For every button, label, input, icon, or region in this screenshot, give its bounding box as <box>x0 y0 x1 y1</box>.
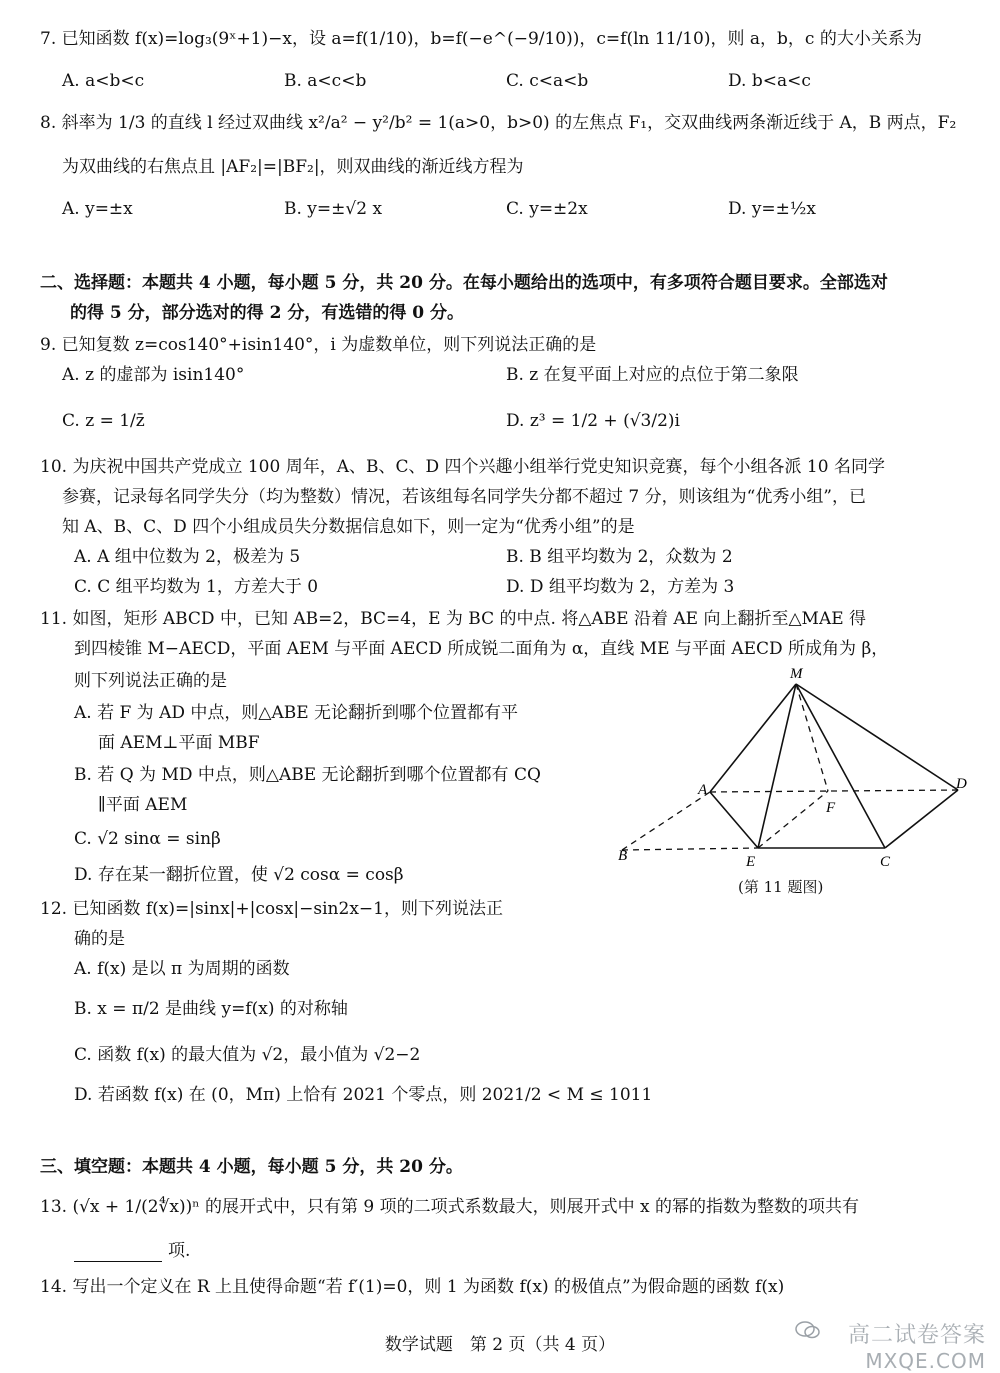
q8-option-c: C. y=±2x <box>506 199 588 219</box>
q12-option-c: C. 函数 f(x) 的最大值为 √2，最小值为 √2−2 <box>74 1045 421 1065</box>
q7-option-a: A. a<b<c <box>62 71 145 91</box>
q9-stem: 9. 已知复数 z=cos140°+isin140°，i 为虚数单位，则下列说法正确的是 <box>40 335 597 355</box>
q8-option-b: B. y=±√2 x <box>284 199 383 219</box>
watermark-url: MXQE.COM <box>865 1349 986 1373</box>
q11-stem-line2: 到四棱锥 M−AECD，平面 AEM 与平面 AECD 所成锐二面角为 α，直线 ME 与平面 AECD 所成角为 β， <box>74 639 889 659</box>
q12-option-b: B. x = π/2 是曲线 y=f(x) 的对称轴 <box>74 999 348 1019</box>
q8-stem-line1: 8. 斜率为 1/3 的直线 l 经过双曲线 x²/a² − y²/b² = 1(a>0，b>0) 的左焦点 F₁，交双曲线两条渐近线于 A，B 两点，F₂ <box>40 113 957 133</box>
q11-option-d: D. 存在某一翻折位置，使 √2 cosα = cosβ <box>74 865 404 885</box>
q10-option-c: C. C 组平均数为 1，方差大于 0 <box>74 577 319 597</box>
q10-option-a: A. A 组中位数为 2，极差为 5 <box>74 547 301 567</box>
vertex-label-m: M <box>790 666 803 682</box>
q7-stem: 7. 已知函数 f(x)=log₃(9ˣ+1)−x，设 a=f(1/10)，b=f(−e^(−9/10))，c=f(ln 11/10)，则 a，b，c 的大小关系为 <box>40 29 922 49</box>
q12-stem-line1: 12. 已知函数 f(x)=|sinx|+|cosx|−sin2x−1，则下列说法正 <box>40 899 503 919</box>
q10-option-d: D. D 组平均数为 2，方差为 3 <box>506 577 735 597</box>
q8-stem-line2: 为双曲线的右焦点且 |AF₂|=|BF₂|，则双曲线的渐近线方程为 <box>62 157 524 177</box>
q10-option-b: B. B 组平均数为 2，众数为 2 <box>506 547 733 567</box>
section2-heading-line2: 的得 5 分，部分选对的得 2 分，有选错的得 0 分。 <box>70 303 464 323</box>
q11-pyramid-figure <box>600 660 990 900</box>
q13-stem-line1: 13. (√x + 1/(2∜x))ⁿ 的展开式中，只有第 9 项的二项式系数最大，则展开式中 x 的幂的指数为整数的项共有 <box>40 1197 859 1217</box>
vertex-label-d: D <box>956 776 967 792</box>
section2-heading-line1: 二、选择题：本题共 4 小题，每小题 5 分，共 20 分。在每小题给出的选项中，有多项符合题目要求。全部选对 <box>40 273 888 293</box>
q14-stem: 14. 写出一个定义在 R 上且使得命题“若 f′(1)=0，则 1 为函数 f(x) 的极值点”为假命题的函数 f(x) <box>40 1277 785 1297</box>
q11-option-b-line2: ∥平面 AEM <box>98 795 188 815</box>
q11-stem-line1: 11. 如图，矩形 ABCD 中，已知 AB=2，BC=4，E 为 BC 的中点. 将△ABE 沿着 AE 向上翻折至△MAE 得 <box>40 609 867 629</box>
page-footer: 数学试题 第 2 页（共 4 页） <box>384 1335 616 1355</box>
q12-stem-line2: 确的是 <box>74 929 125 949</box>
q11-option-a-line1: A. 若 F 为 AD 中点，则△ABE 无论翻折到哪个位置都有平 <box>74 703 519 723</box>
watermark <box>848 1318 986 1373</box>
q13-stem-line2 <box>74 1240 190 1262</box>
q7-option-b: B. a<c<b <box>284 71 367 91</box>
q12-option-a: A. f(x) 是以 π 为周期的函数 <box>74 959 290 979</box>
q13-answer-blank[interactable] <box>74 1261 162 1262</box>
q9-option-d: D. z³ = 1/2 + (√3/2)i <box>506 411 680 431</box>
vertex-label-b: B <box>618 848 628 864</box>
vertex-label-e: E <box>746 854 756 870</box>
q12-option-d: D. 若函数 f(x) 在 (0，Mπ) 上恰有 2021 个零点，则 2021/2 < M ≤ 1011 <box>74 1085 653 1105</box>
watermark-title: 高二试卷答案 <box>847 1323 986 1348</box>
q11-option-c: C. √2 sinα = sinβ <box>74 829 221 849</box>
vertex-label-c: C <box>880 854 891 870</box>
vertex-label-f: F <box>826 800 836 816</box>
q9-option-c: C. z = 1/z̄ <box>62 411 145 431</box>
q9-option-b: B. z 在复平面上对应的点位于第二象限 <box>506 365 799 385</box>
q9-option-a: A. z 的虚部为 isin140° <box>62 365 245 385</box>
wechat-icon <box>795 1320 821 1340</box>
q10-stem-line1: 10. 为庆祝中国共产党成立 100 周年，A、B、C、D 四个兴趣小组举行党史知识竞赛，每个小组各派 10 名同学 <box>40 457 885 477</box>
q8-option-d: D. y=±½x <box>728 199 816 219</box>
q7-option-d: D. b<a<c <box>728 71 811 91</box>
q11-option-b-line1: B. 若 Q 为 MD 中点，则△ABE 无论翻折到哪个位置都有 CQ <box>74 765 541 785</box>
q11-figure-caption: (第 11 题图) <box>738 878 824 896</box>
vertex-label-a: A <box>698 782 708 798</box>
q10-stem-line2: 参赛，记录每名同学失分（均为整数）情况，若该组每名同学失分都不超过 7 分，则该组为“优秀小组”，已 <box>62 487 867 507</box>
q13-stem-line2-text: 项. <box>168 1241 191 1261</box>
section3-heading: 三、填空题：本题共 4 小题，每小题 5 分，共 20 分。 <box>40 1157 463 1177</box>
q10-stem-line3: 知 A、B、C、D 四个小组成员失分数据信息如下，则一定为“优秀小组”的是 <box>62 517 635 537</box>
q8-option-a: A. y=±x <box>62 199 133 219</box>
q7-option-c: C. c<a<b <box>506 71 589 91</box>
q11-option-a-line2: 面 AEM⊥平面 MBF <box>98 733 260 753</box>
q11-stem-line3: 则下列说法正确的是 <box>74 671 227 691</box>
